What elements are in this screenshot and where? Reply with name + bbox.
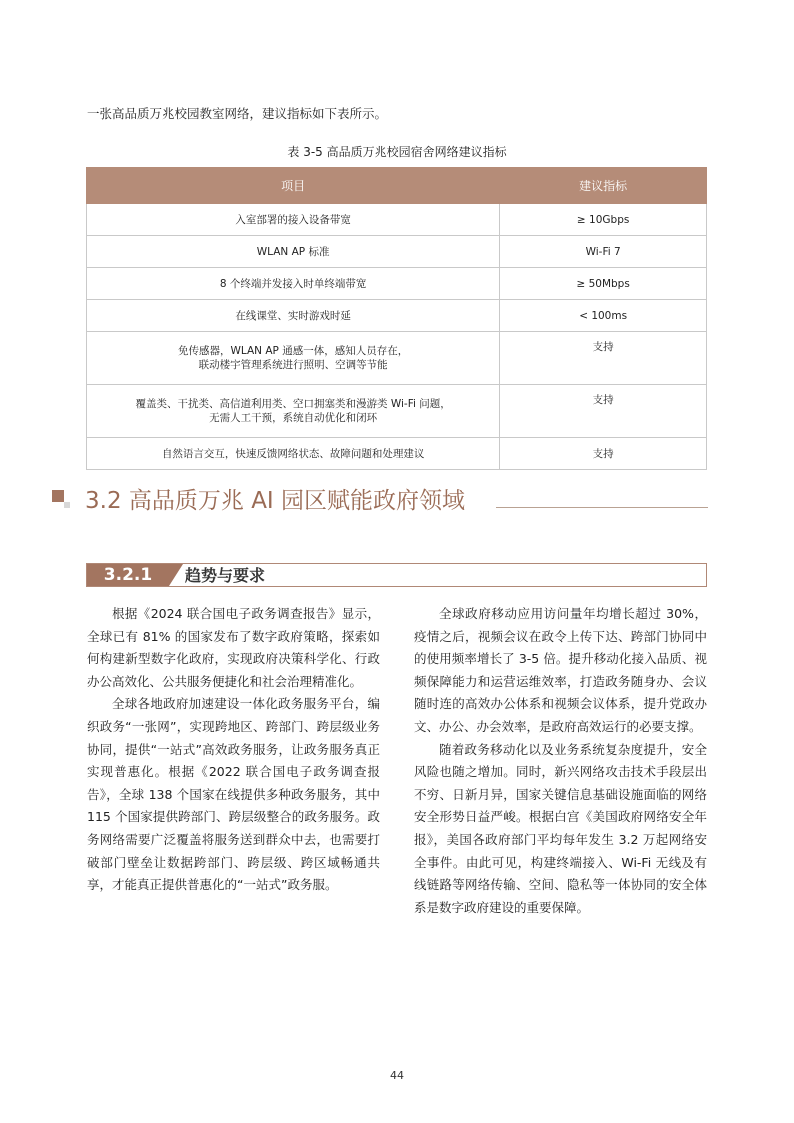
row-value: ≥ 10Gbps	[500, 204, 707, 236]
row-item	[87, 385, 500, 438]
spec-table	[86, 167, 707, 470]
table-row	[87, 332, 707, 385]
page-number: 44	[390, 1069, 404, 1082]
row-value: 支持	[500, 438, 707, 470]
row-item: WLAN AP 标准	[87, 236, 500, 268]
row-value: Wi-Fi 7	[500, 236, 707, 268]
subsection-number: 3.2.1	[87, 564, 169, 586]
intro-text: 一张高品质万兆校园教室网络，建议指标如下表所示。	[87, 106, 388, 121]
row-item-line: 免传感器，WLAN AP 通感一体，感知人员存在，	[178, 345, 409, 357]
row-value: ≥ 50Mbps	[500, 268, 707, 300]
row-value: 支持	[500, 332, 707, 385]
table-row	[87, 300, 707, 332]
row-value: 支持	[500, 385, 707, 438]
table-row	[87, 385, 707, 438]
table-caption: 表 3-5 高品质万兆校园宿舍网络建议指标	[287, 145, 507, 159]
row-item: 自然语言交互，快速反馈网络状态、故障问题和处理建议	[87, 438, 500, 470]
subsection-heading	[86, 563, 707, 587]
section-heading	[52, 480, 708, 520]
table-header-row	[87, 168, 707, 204]
row-item-line: 联动楼宇管理系统进行照明、空调等节能	[198, 359, 388, 371]
paragraph: 根据《2024 联合国电子政务调查报告》显示，全球已有 81% 的国家发布了数字政府策略，探索如何构建新型数字化政府，实现政府决策科学化、行政办公高效化、公共服务便捷化和社会治理精准化。	[87, 606, 380, 689]
subsection-notch-icon	[169, 564, 183, 586]
row-item-line: 无需人工干预，系统自动优化和闭环	[209, 412, 378, 424]
row-item: 8 个终端并发接入时单终端带宽	[87, 268, 500, 300]
table-row	[87, 438, 707, 470]
row-item	[87, 332, 500, 385]
section-square-icon	[52, 490, 64, 502]
row-item-line: 覆盖类、干扰类、高信道利用类、空口拥塞类和漫游类 Wi-Fi 问题，	[135, 398, 451, 410]
header-item: 项目	[87, 168, 500, 204]
paragraph: 全球各地政府加速建设一体化政务服务平台，编织政务“一张网”，实现跨地区、跨部门、跨层级业务协同，提供“一站式”高效政务服务，让政务服务真正实现普惠化。根据《2022 联合国电子政务调查报告》，全球 138 个国家在线提供多种政务服务，其中 115 个国家提供跨部门、跨层级整合的政务服务。政务网络需要广泛覆盖将服务送到群众中去，也需要打破部门壁垒让数据跨部门、跨层级、跨区域畅通共享，才能真正提供普惠化的“一站式”政务服。	[87, 696, 380, 893]
row-item: 入室部署的接入设备带宽	[87, 204, 500, 236]
header-value: 建议指标	[500, 168, 707, 204]
paragraph: 全球政府移动应用访问量年均增长超过 30%，疫情之后，视频会议在政令上传下达、跨部门协同中的使用频率增长了 3-5 倍。提升移动化接入品质、视频保障能力和运营运维效率，打造政务随身办、会议随时连的高效办公体系和视频会议体系，提升党政办文、办公、办会效率，是政府高效运行的必要支撑。	[414, 606, 707, 734]
table-row	[87, 204, 707, 236]
section-divider	[496, 507, 708, 508]
table-row	[87, 268, 707, 300]
section-square-small-icon	[64, 502, 70, 508]
paragraph: 随着政务移动化以及业务系统复杂度提升，安全风险也随之增加。同时，新兴网络攻击技术手段层出不穷、日新月异，国家关键信息基础设施面临的网络安全形势日益严峻。根据白宫《美国政府网络安全年报》，美国各政府部门平均每年发生 3.2 万起网络安全事件。由此可见，构建终端接入、Wi-Fi 无线及有线链路等网络传输、空间、隐私等一体协同的安全体系是数字政府建设的重要保障。	[414, 741, 707, 915]
right-column	[414, 603, 707, 919]
subsection-title: 趋势与要求	[185, 566, 266, 585]
row-item: 在线课堂、实时游戏时延	[87, 300, 500, 332]
table-row	[87, 236, 707, 268]
section-title: 3.2 高品质万兆 AI 园区赋能政府领域	[85, 488, 466, 514]
row-value: < 100ms	[500, 300, 707, 332]
left-column	[87, 603, 380, 897]
